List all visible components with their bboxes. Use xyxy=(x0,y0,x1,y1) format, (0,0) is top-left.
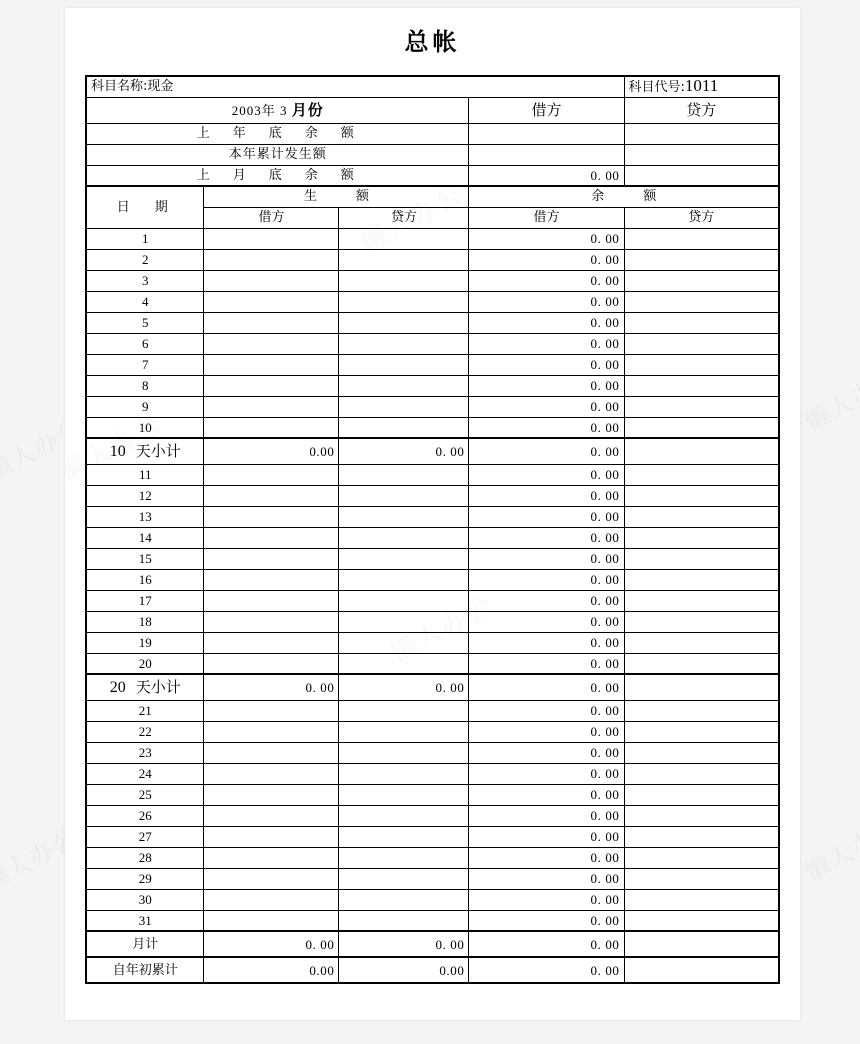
cell-balance-credit xyxy=(624,632,779,653)
cell-balance-credit xyxy=(624,375,779,396)
table-row-day xyxy=(86,354,779,375)
cell-date: 29 xyxy=(86,868,204,889)
cell-balance-debit: 0. 00 xyxy=(469,847,624,868)
table-row-day xyxy=(86,700,779,721)
balance-credit xyxy=(624,144,779,165)
table-row-day xyxy=(86,805,779,826)
cell-balance-credit xyxy=(624,270,779,291)
cell-occurred-credit xyxy=(339,826,469,847)
balance-row xyxy=(86,144,779,165)
cell-date: 21 xyxy=(86,700,204,721)
cell-date: 15 xyxy=(86,548,204,569)
cell-occurred-credit: 0.00 xyxy=(339,957,469,983)
cell-occurred-credit xyxy=(339,700,469,721)
cell-balance-debit: 0. 00 xyxy=(469,417,624,438)
subtotal-day-count: 20 xyxy=(109,678,126,696)
table-row-day xyxy=(86,375,779,396)
cell-date: 24 xyxy=(86,763,204,784)
table-row-day xyxy=(86,910,779,931)
cell-occurred-debit xyxy=(204,590,339,611)
cell-balance-debit: 0. 00 xyxy=(469,763,624,784)
cell-occurred-debit: 0.00 xyxy=(204,438,339,464)
cell-balance-credit xyxy=(624,889,779,910)
table-row-day xyxy=(86,527,779,548)
period-year: 2003年 xyxy=(231,102,276,118)
cell-date: 16 xyxy=(86,569,204,590)
cell-total-label: 自年初累计 xyxy=(86,957,204,983)
cell-balance-credit xyxy=(624,847,779,868)
cell-balance-debit: 0. 00 xyxy=(469,312,624,333)
cell-occurred-debit xyxy=(204,721,339,742)
table-row-day xyxy=(86,653,779,674)
account-name-cell xyxy=(86,76,624,97)
cell-date: 1 xyxy=(86,228,204,249)
table-row-day xyxy=(86,826,779,847)
period-cell xyxy=(86,97,469,123)
period-row xyxy=(86,97,779,123)
cell-balance-debit: 0. 00 xyxy=(469,333,624,354)
cell-date: 13 xyxy=(86,506,204,527)
cell-balance-debit: 0. 00 xyxy=(469,569,624,590)
account-name-value: 现金 xyxy=(147,79,174,95)
cell-date: 11 xyxy=(86,464,204,485)
table-row-day xyxy=(86,611,779,632)
subtotal-text: 天小计 xyxy=(135,441,181,460)
cell-subtotal-label xyxy=(86,674,204,700)
cell-occurred-credit: 0. 00 xyxy=(339,674,469,700)
cell-balance-debit: 0. 00 xyxy=(469,784,624,805)
cell-date: 7 xyxy=(86,354,204,375)
cell-occurred-credit: 0. 00 xyxy=(339,931,469,957)
table-row-day xyxy=(86,228,779,249)
cell-balance-debit: 0. 00 xyxy=(469,910,624,931)
cell-occurred-debit xyxy=(204,228,339,249)
cell-balance-credit xyxy=(624,653,779,674)
cell-balance-credit xyxy=(624,931,779,957)
cell-occurred-debit xyxy=(204,889,339,910)
cell-balance-credit xyxy=(624,674,779,700)
cell-occurred-credit xyxy=(339,354,469,375)
cell-balance-credit xyxy=(624,333,779,354)
cell-balance-credit xyxy=(624,910,779,931)
cell-balance-credit xyxy=(624,700,779,721)
cell-balance-credit xyxy=(624,291,779,312)
cell-balance-debit: 0. 00 xyxy=(469,700,624,721)
account-name-label: 科目名称: xyxy=(90,79,148,95)
cell-date: 12 xyxy=(86,485,204,506)
cell-date: 9 xyxy=(86,396,204,417)
header-debit-label: 借方 xyxy=(469,97,624,123)
cell-occurred-credit xyxy=(339,569,469,590)
cell-occurred-debit xyxy=(204,569,339,590)
cell-occurred-debit xyxy=(204,417,339,438)
cell-occurred-debit xyxy=(204,784,339,805)
cell-balance-credit xyxy=(624,506,779,527)
cell-occurred-debit xyxy=(204,375,339,396)
cell-balance-credit xyxy=(624,569,779,590)
cell-occurred-credit xyxy=(339,291,469,312)
cell-occurred-debit xyxy=(204,653,339,674)
cell-date: 3 xyxy=(86,270,204,291)
cell-balance-credit xyxy=(624,805,779,826)
cell-occurred-credit xyxy=(339,464,469,485)
cell-occurred-debit xyxy=(204,611,339,632)
cell-date: 30 xyxy=(86,889,204,910)
cell-date: 31 xyxy=(86,910,204,931)
cell-balance-credit xyxy=(624,354,779,375)
cell-occurred-credit xyxy=(339,611,469,632)
balance-label: 上 年 底 余 额 xyxy=(86,123,469,144)
cell-balance-debit: 0. 00 xyxy=(469,805,624,826)
cell-occurred-credit xyxy=(339,270,469,291)
cell-occurred-debit xyxy=(204,868,339,889)
cell-balance-debit: 0. 00 xyxy=(469,889,624,910)
table-row-day xyxy=(86,548,779,569)
watermark-outer-right-1 xyxy=(798,358,860,438)
cell-date: 18 xyxy=(86,611,204,632)
cell-occurred-debit xyxy=(204,527,339,548)
balance-row xyxy=(86,165,779,186)
table-row-day xyxy=(86,417,779,438)
cell-date: 20 xyxy=(86,653,204,674)
cell-balance-credit xyxy=(624,417,779,438)
cell-occurred-debit xyxy=(204,763,339,784)
cell-balance-debit: 0. 00 xyxy=(469,590,624,611)
cell-occurred-debit xyxy=(204,700,339,721)
column-header-date: 日 期 xyxy=(86,186,204,228)
cell-occurred-credit xyxy=(339,847,469,868)
cell-occurred-credit xyxy=(339,889,469,910)
cell-balance-credit xyxy=(624,868,779,889)
table-row-total xyxy=(86,957,779,983)
cell-occurred-credit xyxy=(339,653,469,674)
cell-date: 10 xyxy=(86,417,204,438)
cell-balance-debit: 0. 00 xyxy=(469,464,624,485)
balance-label: 上 月 底 余 额 xyxy=(86,165,469,186)
cell-balance-credit xyxy=(624,438,779,464)
cell-date: 19 xyxy=(86,632,204,653)
table-row-day xyxy=(86,249,779,270)
cell-date: 2 xyxy=(86,249,204,270)
column-group-header-row xyxy=(86,186,779,207)
cell-balance-debit: 0. 00 xyxy=(469,438,624,464)
cell-occurred-debit xyxy=(204,270,339,291)
ledger-table xyxy=(85,75,780,984)
cell-balance-debit: 0. 00 xyxy=(469,611,624,632)
table-row-day xyxy=(86,763,779,784)
cell-occurred-credit xyxy=(339,590,469,611)
cell-occurred-debit xyxy=(204,354,339,375)
cell-balance-debit: 0. 00 xyxy=(469,674,624,700)
cell-occurred-debit: 0. 00 xyxy=(204,674,339,700)
cell-balance-debit: 0. 00 xyxy=(469,485,624,506)
column-header-balance-credit: 贷方 xyxy=(624,207,779,228)
document-page xyxy=(65,8,800,1020)
subtotal-day-count: 10 xyxy=(109,442,126,460)
page-title: 总帐 xyxy=(404,28,461,56)
cell-occurred-credit xyxy=(339,742,469,763)
header-credit-label: 贷方 xyxy=(624,97,779,123)
cell-balance-debit: 0. 00 xyxy=(469,396,624,417)
cell-total-label: 月计 xyxy=(86,931,204,957)
column-header-balance-debit: 借方 xyxy=(469,207,624,228)
cell-date: 27 xyxy=(86,826,204,847)
cell-occurred-credit xyxy=(339,763,469,784)
subtotal-text: 天小计 xyxy=(135,677,181,696)
cell-occurred-credit xyxy=(339,228,469,249)
table-row-day xyxy=(86,291,779,312)
cell-date: 25 xyxy=(86,784,204,805)
cell-date: 14 xyxy=(86,527,204,548)
table-row-day xyxy=(86,632,779,653)
cell-occurred-credit xyxy=(339,805,469,826)
period-suffix: 月份 xyxy=(291,100,324,119)
cell-date: 17 xyxy=(86,590,204,611)
column-group-balance: 余 额 xyxy=(469,186,779,207)
cell-balance-debit: 0. 00 xyxy=(469,354,624,375)
cell-date: 23 xyxy=(86,742,204,763)
cell-occurred-credit xyxy=(339,249,469,270)
cell-balance-debit: 0. 00 xyxy=(469,931,624,957)
cell-balance-credit xyxy=(624,590,779,611)
balance-credit xyxy=(624,165,779,186)
cell-balance-debit: 0. 00 xyxy=(469,721,624,742)
cell-occurred-debit xyxy=(204,805,339,826)
cell-occurred-credit: 0. 00 xyxy=(339,438,469,464)
account-code-value: 1011 xyxy=(684,76,719,96)
cell-balance-credit xyxy=(624,784,779,805)
cell-occurred-credit xyxy=(339,333,469,354)
cell-occurred-credit xyxy=(339,375,469,396)
table-row-day xyxy=(86,847,779,868)
table-row-day xyxy=(86,396,779,417)
period-month: 3 xyxy=(279,102,288,118)
balance-debit xyxy=(469,123,624,144)
cell-occurred-debit xyxy=(204,485,339,506)
cell-balance-credit xyxy=(624,485,779,506)
cell-balance-debit: 0. 00 xyxy=(469,527,624,548)
table-row-day xyxy=(86,868,779,889)
cell-balance-credit xyxy=(624,826,779,847)
cell-date: 22 xyxy=(86,721,204,742)
cell-date: 28 xyxy=(86,847,204,868)
cell-occurred-debit: 0. 00 xyxy=(204,931,339,957)
cell-occurred-debit xyxy=(204,548,339,569)
cell-balance-credit xyxy=(624,228,779,249)
cell-balance-debit: 0. 00 xyxy=(469,506,624,527)
cell-balance-credit xyxy=(624,527,779,548)
cell-occurred-debit xyxy=(204,291,339,312)
table-row-day xyxy=(86,742,779,763)
cell-balance-debit: 0. 00 xyxy=(469,653,624,674)
cell-balance-debit: 0. 00 xyxy=(469,548,624,569)
cell-date: 5 xyxy=(86,312,204,333)
balance-credit xyxy=(624,123,779,144)
cell-occurred-credit xyxy=(339,721,469,742)
cell-balance-debit: 0. 00 xyxy=(469,249,624,270)
cell-balance-credit xyxy=(624,396,779,417)
cell-balance-debit: 0. 00 xyxy=(469,632,624,653)
cell-occurred-credit xyxy=(339,527,469,548)
account-code-cell xyxy=(624,76,779,97)
column-group-occurred: 生 额 xyxy=(204,186,469,207)
cell-occurred-debit xyxy=(204,333,339,354)
cell-balance-credit xyxy=(624,742,779,763)
table-row-day xyxy=(86,333,779,354)
cell-date: 26 xyxy=(86,805,204,826)
table-row-subtotal xyxy=(86,438,779,464)
cell-occurred-debit xyxy=(204,910,339,931)
cell-occurred-credit xyxy=(339,910,469,931)
cell-occurred-credit xyxy=(339,784,469,805)
cell-balance-debit: 0. 00 xyxy=(469,228,624,249)
cell-balance-debit: 0. 00 xyxy=(469,375,624,396)
cell-occurred-debit xyxy=(204,632,339,653)
cell-occurred-debit xyxy=(204,396,339,417)
table-row-day xyxy=(86,312,779,333)
cell-balance-debit: 0. 00 xyxy=(469,291,624,312)
cell-balance-debit: 0. 00 xyxy=(469,868,624,889)
cell-occurred-debit xyxy=(204,506,339,527)
balance-debit xyxy=(469,144,624,165)
cell-balance-credit xyxy=(624,611,779,632)
balance-label: 本年累计发生额 xyxy=(86,144,469,165)
cell-occurred-debit xyxy=(204,847,339,868)
balance-row xyxy=(86,123,779,144)
table-row-day xyxy=(86,784,779,805)
table-row-day xyxy=(86,569,779,590)
table-row-day xyxy=(86,721,779,742)
cell-occurred-debit: 0.00 xyxy=(204,957,339,983)
account-info-row xyxy=(86,76,779,97)
balance-debit: 0. 00 xyxy=(469,165,624,186)
cell-balance-debit: 0. 00 xyxy=(469,742,624,763)
cell-occurred-credit xyxy=(339,396,469,417)
cell-date: 8 xyxy=(86,375,204,396)
cell-occurred-credit xyxy=(339,417,469,438)
table-row-day xyxy=(86,485,779,506)
cell-balance-credit xyxy=(624,312,779,333)
table-row-total xyxy=(86,931,779,957)
table-row-day xyxy=(86,270,779,291)
cell-occurred-credit xyxy=(339,548,469,569)
cell-occurred-credit xyxy=(339,485,469,506)
cell-occurred-debit xyxy=(204,826,339,847)
cell-balance-credit xyxy=(624,464,779,485)
column-header-occurred-credit: 贷方 xyxy=(339,207,469,228)
cell-balance-credit xyxy=(624,249,779,270)
cell-date: 4 xyxy=(86,291,204,312)
cell-subtotal-label xyxy=(86,438,204,464)
table-row-subtotal xyxy=(86,674,779,700)
cell-occurred-debit xyxy=(204,312,339,333)
account-code-label: 科目代号: xyxy=(628,80,685,96)
cell-occurred-debit xyxy=(204,249,339,270)
cell-balance-debit: 0. 00 xyxy=(469,826,624,847)
cell-occurred-credit xyxy=(339,632,469,653)
cell-occurred-credit xyxy=(339,312,469,333)
table-row-day xyxy=(86,464,779,485)
column-header-occurred-debit: 借方 xyxy=(204,207,339,228)
cell-occurred-debit xyxy=(204,464,339,485)
table-row-day xyxy=(86,590,779,611)
watermark-outer-right-2 xyxy=(798,808,860,888)
cell-balance-credit xyxy=(624,957,779,983)
cell-balance-credit xyxy=(624,721,779,742)
cell-occurred-debit xyxy=(204,742,339,763)
cell-balance-credit xyxy=(624,548,779,569)
cell-balance-debit: 0. 00 xyxy=(469,270,624,291)
cell-occurred-credit xyxy=(339,868,469,889)
table-row-day xyxy=(86,889,779,910)
cell-date: 6 xyxy=(86,333,204,354)
cell-balance-debit: 0. 00 xyxy=(469,957,624,983)
cell-occurred-credit xyxy=(339,506,469,527)
table-row-day xyxy=(86,506,779,527)
cell-balance-credit xyxy=(624,763,779,784)
